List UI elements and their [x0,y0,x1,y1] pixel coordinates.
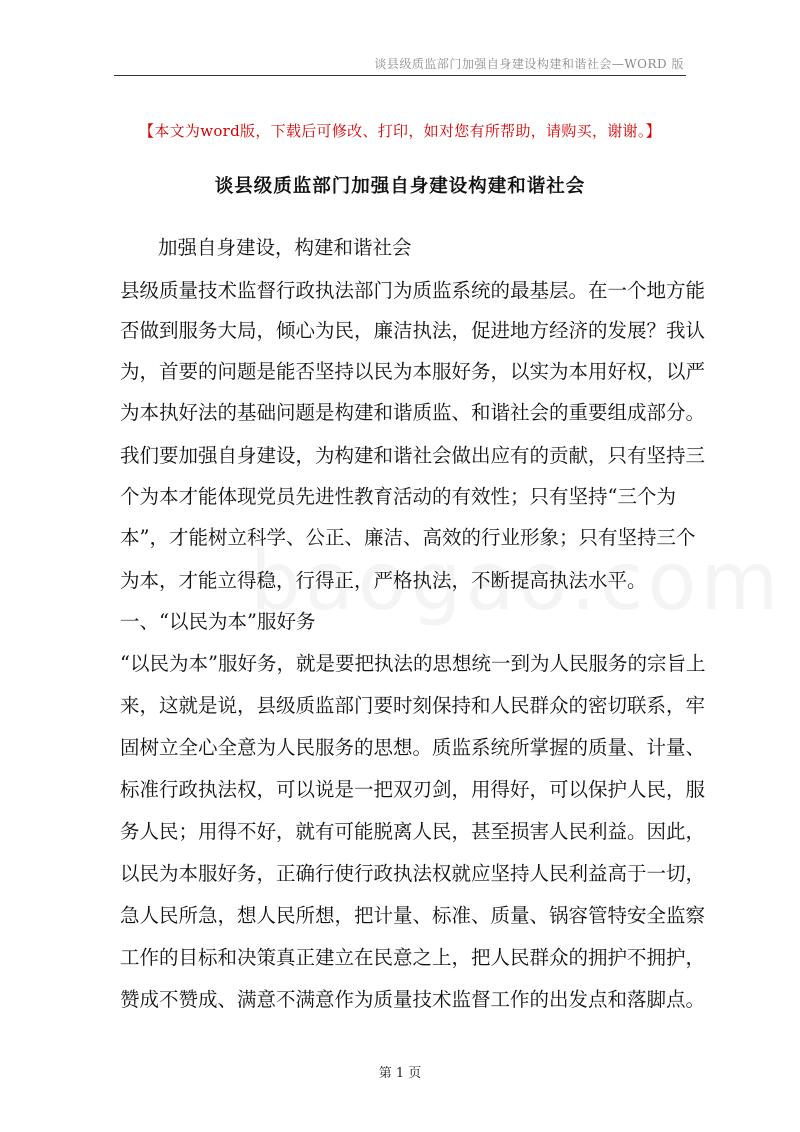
body-line: 固树立全心全意为人民服务的思想。质监系统所掌握的质量、计量、 [120,736,706,759]
body-line: 本”，才能树立科学、公正、廉洁、高效的行业形象；只有坚持三个 [120,526,696,549]
body-line: 为，首要的问题是能否坚持以民为本服好务，以实为本用好权，以严 [120,360,706,383]
body-line: 急人民所急，想人民所想，把计量、标准、质量、锅容管特安全监察 [120,904,706,927]
running-header: 谈县级质监部门加强自身建设构建和谐社会—WORD 版 [374,57,684,71]
download-notice: 【本文为word版，下载后可修改、打印，如对您有所帮助，请购买，谢谢。】 [139,122,661,140]
body-line: 务人民；用得不好，就有可能脱离人民，甚至损害人民利益。因此， [120,820,706,843]
body-line: 赞成不赞成、满意不满意作为质量技术监督工作的出发点和落脚点。 [120,988,706,1011]
body-line: 来，这就是说，县级质监部门要时刻保持和人民群众的密切联系，牢 [120,694,706,717]
body-line: 标准行政执法权，可以说是一把双刃剑，用得好，可以保护人民，服 [120,778,706,801]
section-heading: 一、“以民为本”服好务 [120,610,316,633]
body-line: 我们要加强自身建设，为构建和谐社会做出应有的贡献，只有坚持三 [120,444,706,467]
body-line: 为本，才能立得稳，行得正，严格执法，不断提高执法水平。 [120,569,647,592]
body-line: 工作的目标和决策真正建立在民意之上，把人民群众的拥护不拥护， [120,946,706,969]
body-line: “以民为本”服好务，就是要把执法的思想统一到为人民服务的宗旨上 [120,652,706,675]
body-line: 为本执好法的基础问题是构建和谐质监、和谐社会的重要组成部分。 [120,401,706,424]
body-line: 以民为本服好务，正确行使行政执法权就应坚持人民利益高于一切， [120,862,706,885]
document-title: 谈县级质监部门加强自身建设构建和谐社会 [214,176,586,197]
body-line: 个为本才能体现党员先进性教育活动的有效性；只有坚持“三个为 [120,485,676,508]
subtitle-line: 加强自身建设，构建和谐社会 [158,236,412,259]
body-line: 县级质量技术监督行政执法部门为质监系统的最基层。在一个地方能 [120,279,706,302]
body-line: 否做到服务大局，倾心为民，廉洁执法，促进地方经济的发展？我认 [120,319,706,342]
page-number: 第 1 页 [378,1066,422,1081]
header-divider [114,75,686,76]
